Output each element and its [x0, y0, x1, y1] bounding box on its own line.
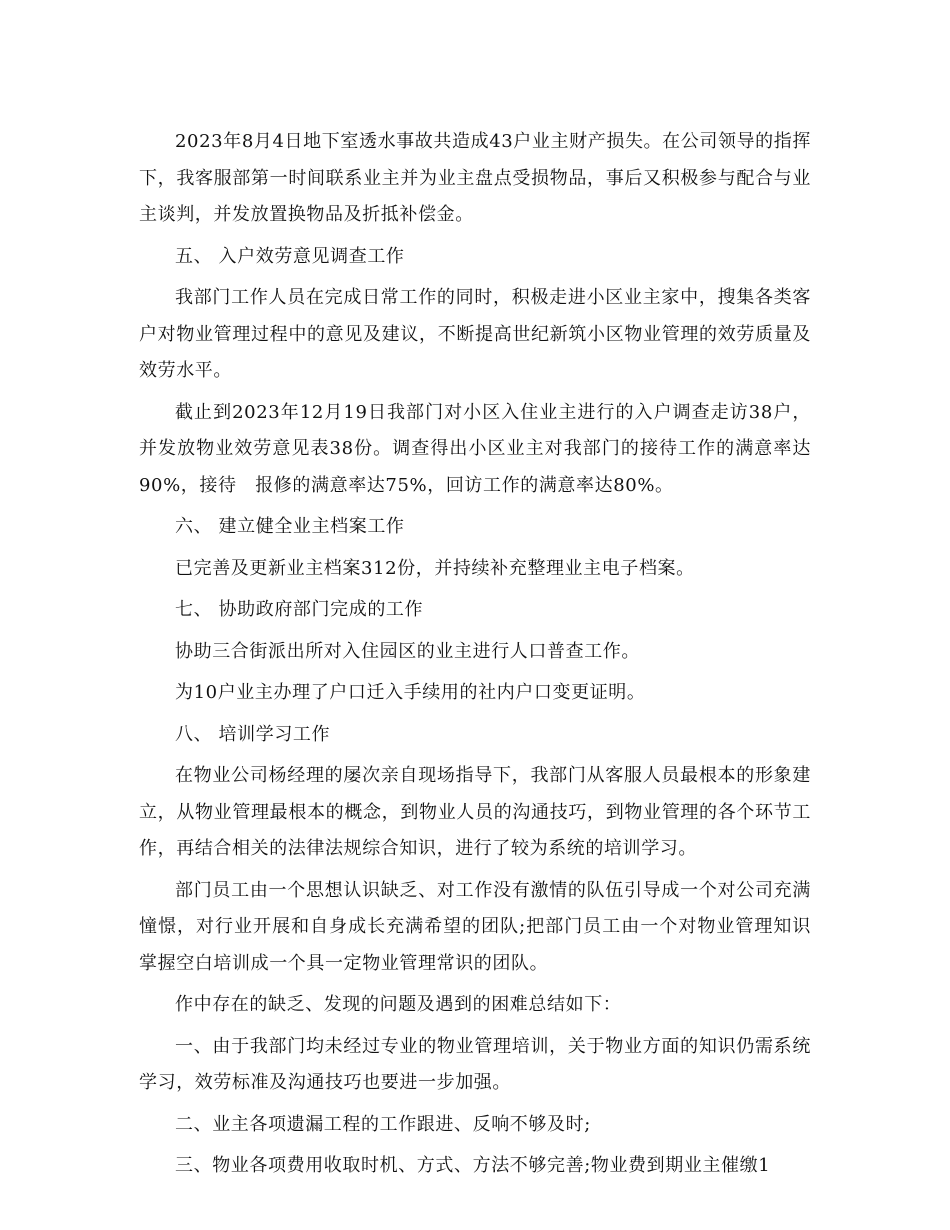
paragraph-feedback-collection: 我部门工作人员在完成日常工作的同时，积极走进小区业主家中，搜集各类客户对物业管理过程中的意见及建议，不断提高世纪新筑小区物业管理的效劳质量及效劳水平。 [139, 287, 811, 381]
document-body [139, 124, 811, 1190]
paragraph-problem-2: 二、业主各项遗漏工程的工作跟进、反响不够及时; [175, 1113, 591, 1135]
paragraph-training-guidance: 在物业公司杨经理的屡次亲自现场指导下，我部门从客服人员最根本的形象建立，从物业管理最根本的概念，到物业人员的沟通技巧，到物业管理的各个环节工作，再结合相关的法律法规综合知识，进行了较为系统的培训学习。 [139, 765, 811, 859]
paragraph-team-growth: 部门员工由一个思想认识缺乏、对工作没有激情的队伍引导成一个对公司充满憧憬，对行业开展和自身成长充满希望的团队;把部门员工由一个对物业管理知识掌握空白培训成一个具一定物业管理常识的团队。 [139, 879, 811, 974]
section-heading-8: 八、 培训学习工作 [175, 723, 331, 745]
paragraph-problem-1: 一、由于我部门均未经过专业的物业管理培训，关于物业方面的知识仍需系统学习，效劳标准及沟通技巧也要进一步加强。 [139, 1035, 811, 1093]
paragraph-household-registration: 为10户业主办理了户口迁入手续用的社内户口变更证明。 [175, 682, 646, 703]
paragraph-census-assistance: 协助三合街派出所对入住园区的业主进行人口普查工作。 [175, 640, 640, 662]
section-heading-5: 五、 入户效劳意见调查工作 [175, 245, 405, 267]
paragraph-problems-summary-intro: 作中存在的缺乏、发现的问题及遇到的困难总结如下： [175, 994, 622, 1015]
paragraph-survey-results: 截止到2023年12月19日我部门对小区入住业主进行的入户调查走访38户，并发放物业效劳意见表38份。调查得出小区业主对我部门的接待工作的满意率达90%，接待 报修的满意率达75%，回访工作的满意率达80%。 [139, 401, 811, 496]
paragraph-problem-3: 三、物业各项费用收取时机、方式、方法不够完善;物业费到期业主催缴1 [175, 1155, 771, 1176]
paragraph-owner-archives: 已完善及更新业主档案312份，并持续补充整理业主电子档案。 [175, 557, 695, 579]
section-heading-7: 七、 协助政府部门完成的工作 [175, 599, 424, 620]
section-heading-6: 六、 建立健全业主档案工作 [175, 516, 405, 537]
paragraph-flood-incident: 2023年8月4日地下室透水事故共造成43户业主财产损失。在公司领导的指挥下，我客服部第一时间联系业主并为业主盘点受损物品，事后又积极参与配合与业主谈判，并发放置换物品及折抵补偿金。 [139, 131, 811, 225]
